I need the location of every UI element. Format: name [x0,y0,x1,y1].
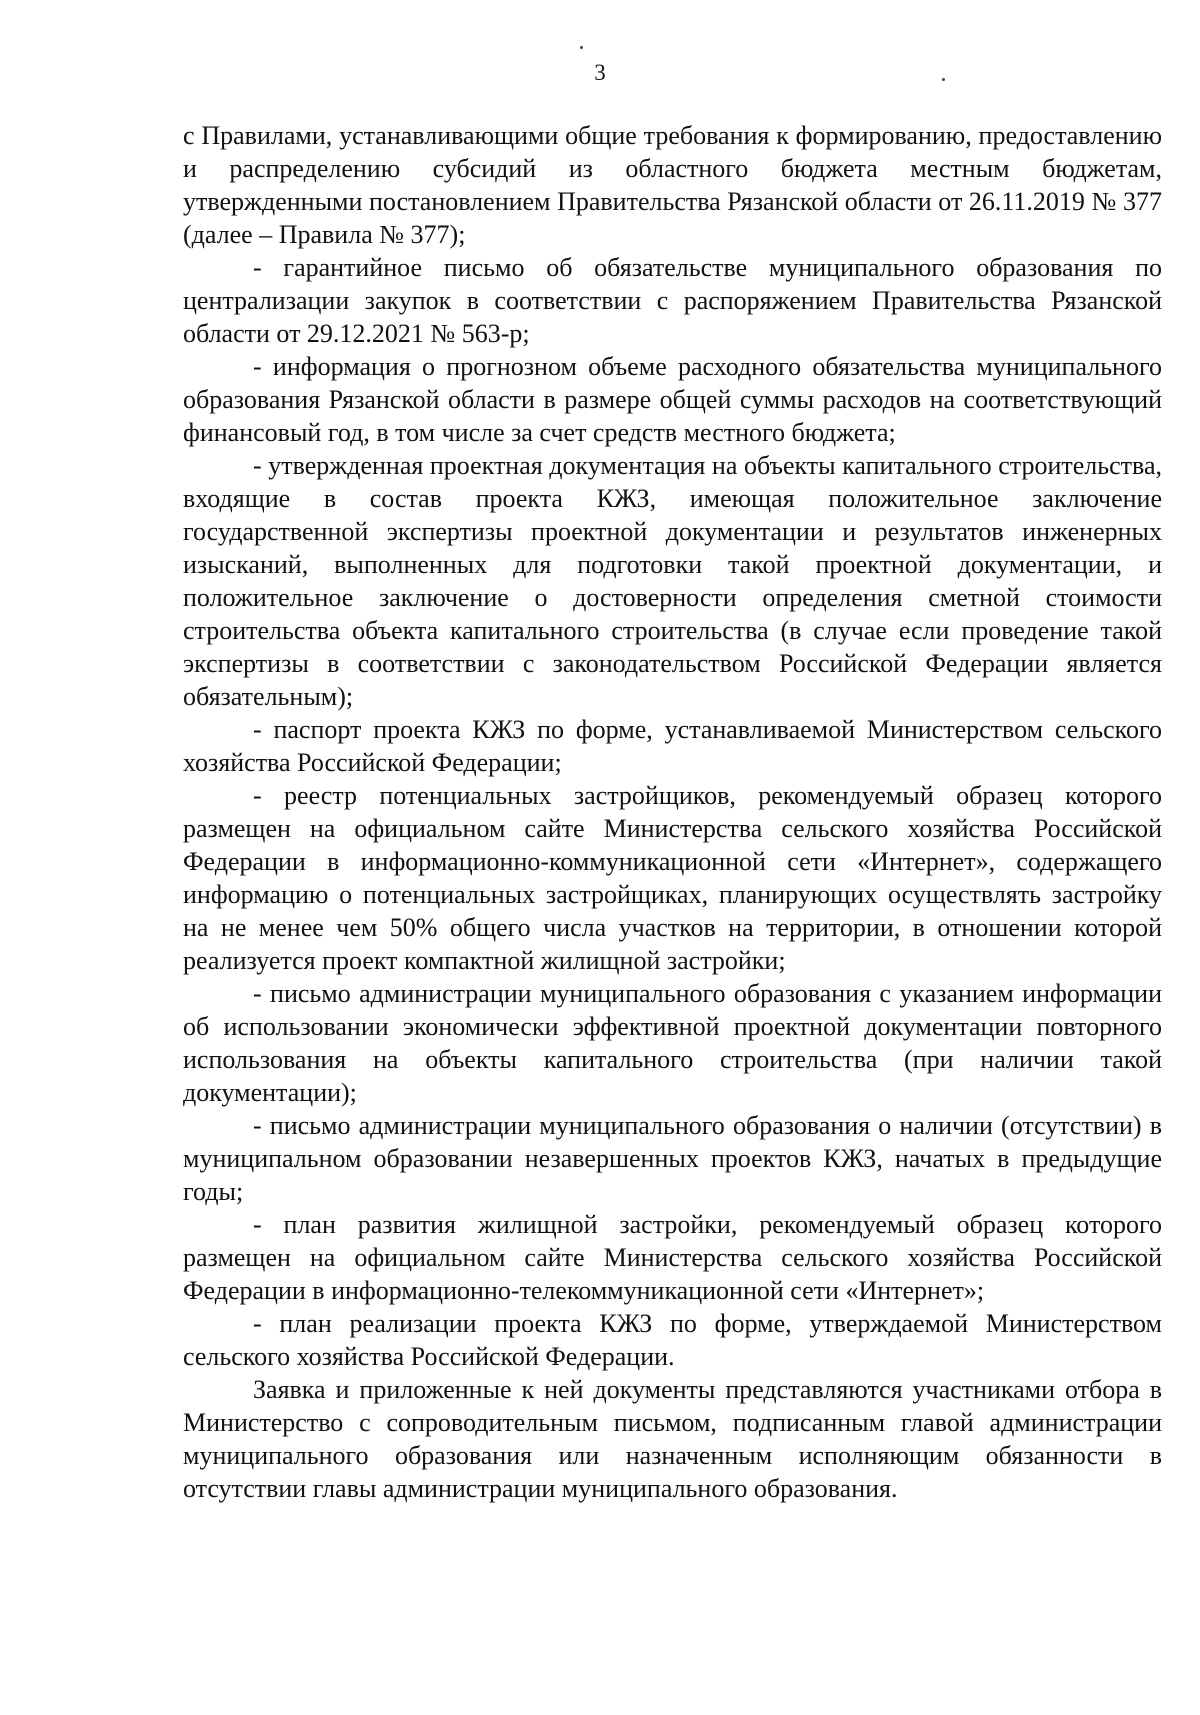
list-item: - гарантийное письмо об обязательстве муниципального образования по централизации закупок в соответствии с распоряжением Правительства Рязанской области от 29.12.2021 № 563-р; [183,253,1162,348]
page-number: 3 [594,60,606,85]
document-body [183,119,1162,1505]
paragraph: с Правилами, устанавливающими общие требования к формированию, предоставлению и распределению субсидий из областного бюджета местным бюджетам, утвержденными постановлением Правительства Рязанской области от 26.11.2019 № 377 (далее – Правила № 377); [183,121,1162,249]
list-item: - информация о прогнозном объеме расходного обязательства муниципального образования Рязанской области в размере общей суммы расходов на соответствующий финансовый год, в том числе за счет средств местного бюджета; [183,352,1162,447]
list-item: - план реализации проекта КЖЗ по форме, утверждаемой Министерством сельского хозяйства Российской Федерации. [183,1309,1162,1371]
paragraph: Заявка и приложенные к ней документы представляются участниками отбора в Министерство с сопроводительным письмом, подписанным главой администрации муниципального образования или назначенным исполняющим обязанности в отсутствии главы администрации муниципального образования. [183,1375,1162,1503]
scan-speck [580,46,583,49]
list-item: - письмо администрации муниципального образования с указанием информации об использовании экономически эффективной проектной документации повторного использования на объекты капитального строительства (при наличии такой документации); [183,979,1162,1107]
list-item: - утвержденная проектная документация на объекты капитального строительства, входящие в состав проекта КЖЗ, имеющая положительное заключение государственной экспертизы проектной документации и результатов инженерных изысканий, выполненных для подготовки такой проектной документации, и положительное заключение о достоверности определения сметной стоимости строительства объекта капитального строительства (в случае если проведение такой экспертизы в соответствии с законодательством Российской Федерации является обязательным); [183,451,1162,711]
list-item: - план развития жилищной застройки, рекомендуемый образец которого размещен на официальном сайте Министерства сельского хозяйства Российской Федерации в информационно-телекоммуникационной сети «Интернет»; [183,1210,1162,1305]
list-item: - паспорт проекта КЖЗ по форме, устанавливаемой Министерством сельского хозяйства Российской Федерации; [183,715,1162,777]
list-item: - реестр потенциальных застройщиков, рекомендуемый образец которого размещен на официальном сайте Министерства сельского хозяйства Российской Федерации в информационно-коммуникационной сети «Интернет», содержащего информацию о потенциальных застройщиках, планирующих осуществлять застройку на не менее чем 50% общего числа участков на территории, в отношении которой реализуется проект компактной жилищной застройки; [183,781,1162,975]
list-item: - письмо администрации муниципального образования о наличии (отсутствии) в муниципальном образовании незавершенных проектов КЖЗ, начатых в предыдущие годы; [183,1111,1162,1206]
